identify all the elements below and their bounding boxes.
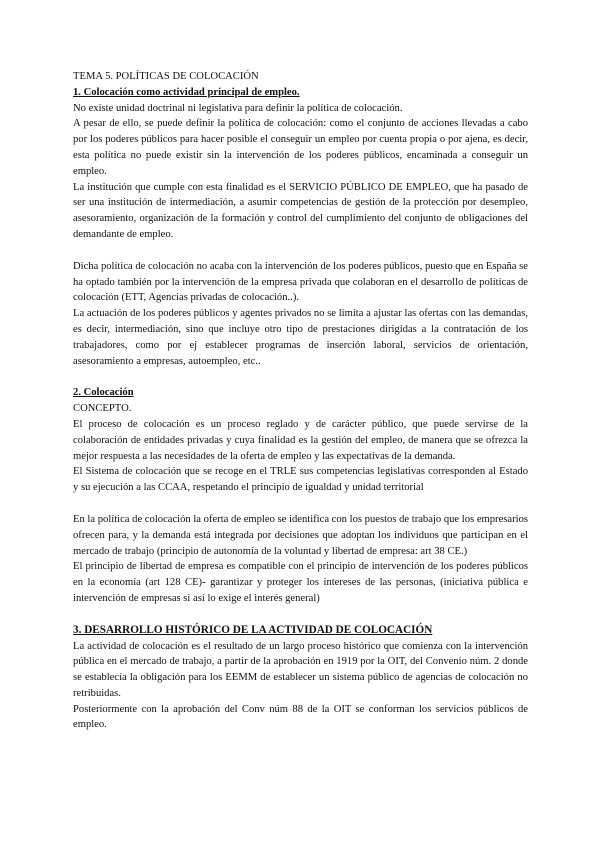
section-2-paragraph-3: En la política de colocación la oferta de empleo se identifica con los puestos de trabajo que los empresarios ofrecen para, y la demanda está integrada por decisiones que adoptan los individuos que participan en el mercado de trabajo (principio de autonomía de la voluntad y libertad de empresa: art 38 CE.) bbox=[73, 513, 528, 557]
section-3-paragraph-1: La actividad de colocación es el resultado de un largo proceso histórico que comienza con la intervención pública en el mercado de trabajo, a partir de la aprobación en 1919 por la OIT, del Convenio núm. 2 donde se establecía la obligación para los EEMM de establecer un sistema público de agencias de colocación no retribuidas. bbox=[73, 640, 528, 699]
section-3-paragraph-2: Posteriormente con la aprobación del Conv núm 88 de la OIT se conforman los servicios públicos de empleo. bbox=[73, 703, 528, 731]
section-1-paragraph-2: A pesar de ello, se puede definir la política de colocación: como el conjunto de acciones llevadas a cabo por los poderes públicos para hacer posible el conseguir un empleo por cuenta propia o por ajena, es decir, esta política no puede existir sin la intervención de los poderes públicos, encaminada a conseguir un empleo. bbox=[73, 118, 528, 177]
document-page bbox=[73, 69, 528, 733]
section-1-paragraph-3: La institución que cumple con esta finalidad es el SERVICIO PÚBLICO DE EMPLEO, que ha pasado de ser una institución de intermediación, a asumir competencias de gestión de la protección por desempleo, asesoramiento, organización de la formación y control del cumplimiento del conjunto de obligaciones del demandante de empleo. bbox=[73, 181, 528, 240]
section-1-paragraph-4: Dicha política de colocación no acaba con la intervención de los poderes públicos, puesto que en España se ha optado también por la intervención de la empresa privada que colaboran en el desarrollo de políticas de colocación (ETT, Agencias privadas de colocación..). bbox=[73, 260, 528, 304]
section-2-paragraph-1: El proceso de colocación es un proceso reglado y de carácter público, que puede servirse de la colaboración de entidades privadas y cuya finalidad es la gestión del empleo, de manera que se ofrezca la mejor respuesta a las necesidades de la oferta de empleo y las expectativas de la demanda. bbox=[73, 418, 528, 462]
section-2-paragraph-4: El principio de libertad de empresa es compatible con el principio de intervención de los poderes públicos en la economía (art 128 CE)- garantizar y proteger los intereses de las personas, (iniciativa pública e intervención de empresas si así lo exige el interés general) bbox=[73, 561, 528, 604]
section-1-paragraph-5: La actuación de los poderes públicos y agentes privados no se limita a ajustar las ofertas con las demandas, es decir, intermediación, sino que incluye otro tipo de prestaciones dirigidas a la contratación de los trabajadores, como por ej establecer programas de inserción laboral, servicios de orientación, asesoramiento a empresas, autoempleo, etc.. bbox=[73, 308, 528, 367]
section-spacer bbox=[73, 369, 528, 385]
paragraph-spacer bbox=[73, 243, 528, 259]
page-title: TEMA 5. POLÍTICAS DE COLOCACIÓN bbox=[73, 71, 259, 82]
section-2-paragraph-2: El Sistema de colocación que se recoge en el TRLE sus competencias legislativas corresponden al Estado y su ejecución a las CCAA, respetando el principio de igualdad y unidad territorial bbox=[73, 466, 528, 494]
section-2-subheading: CONCEPTO. bbox=[73, 403, 132, 415]
section-3-heading: 3. DESARROLLO HISTÓRICO DE LA ACTIVIDAD DE COLOCACIÓN bbox=[73, 623, 433, 636]
paragraph-spacer bbox=[73, 496, 528, 512]
section-1-heading: 1. Colocación como actividad principal de empleo. bbox=[73, 86, 300, 98]
section-2-heading: 2. Colocación bbox=[73, 387, 134, 399]
section-1-paragraph-1: No existe unidad doctrinal ni legislativa para definir la política de colocación. bbox=[73, 102, 403, 114]
section-spacer bbox=[73, 607, 528, 623]
